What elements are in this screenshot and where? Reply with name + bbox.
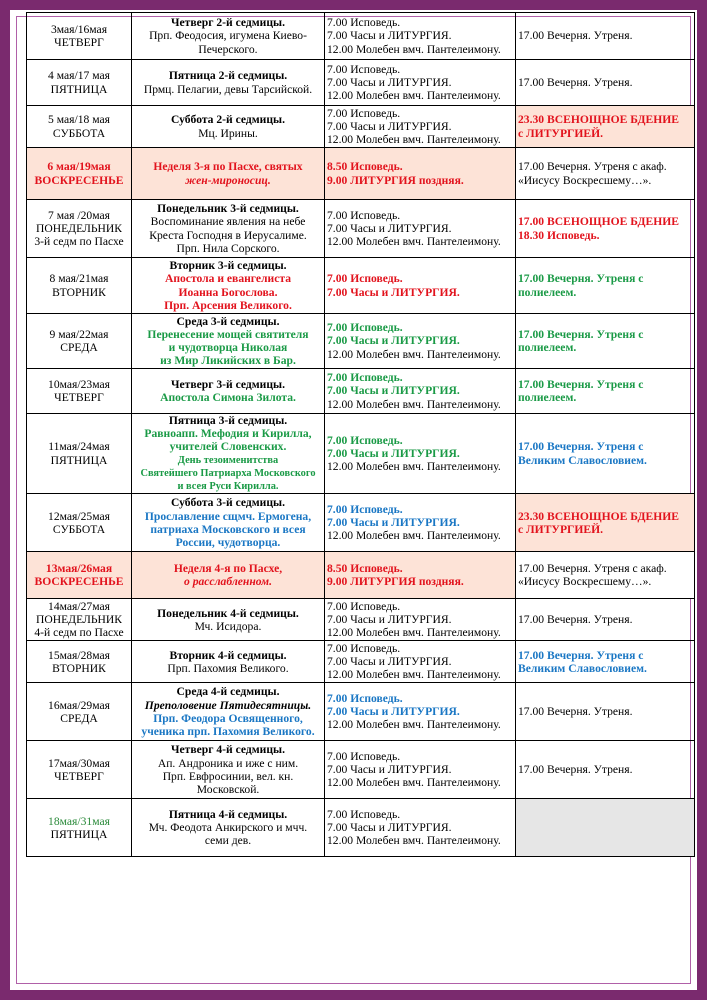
morning-services-cell: 7.00 Исповедь. 7.00 Часы и ЛИТУРГИЯ. 12.00 Молебен вмч. Пантелеимону.	[325, 60, 516, 106]
table-row	[27, 494, 695, 552]
table-row	[27, 314, 695, 369]
table-row	[27, 552, 695, 599]
morning-services-cell: 7.00 Исповедь. 7.00 Часы и ЛИТУРГИЯ. 12.00 Молебен вмч. Пантелеимону.	[325, 414, 516, 494]
date-cell: 16мая/29мая СРЕДА	[27, 683, 132, 741]
date-cell: 5 мая/18 мая СУББОТА	[27, 106, 132, 148]
evening-services-cell: 17.00 Вечерня. Утреня с полиелеем.	[516, 369, 695, 414]
table-row	[27, 148, 695, 200]
date-cell: 14мая/27мая ПОНЕДЕЛЬНИК 4-й седм по Пасхе	[27, 599, 132, 641]
date-cell: 12мая/25мая СУББОТА	[27, 494, 132, 552]
morning-services-cell: 7.00 Исповедь. 7.00 Часы и ЛИТУРГИЯ. 12.00 Молебен вмч. Пантелеимону.	[325, 314, 516, 369]
table-row	[27, 60, 695, 106]
evening-services-cell: 17.00 Вечерня. Утреня с Великим Славословием.	[516, 414, 695, 494]
feast-cell: Понедельник 4-й седмицы. Мч. Исидора.	[132, 599, 325, 641]
feast-cell: Суббота 2-й седмицы. Мц. Ирины.	[132, 106, 325, 148]
feast-cell: Пятница 2-й седмицы. Прмц. Пелагии, девы Тарсийской.	[132, 60, 325, 106]
feast-cell: Вторник 4-й седмицы. Прп. Пахомия Великого.	[132, 641, 325, 683]
morning-services-cell: 7.00 Исповедь. 7.00 Часы и ЛИТУРГИЯ. 12.00 Молебен вмч. Пантелеимону.	[325, 641, 516, 683]
morning-services-cell: 7.00 Исповедь. 7.00 Часы и ЛИТУРГИЯ. 12.00 Молебен вмч. Пантелеимону.	[325, 106, 516, 148]
table-row	[27, 799, 695, 857]
evening-services-cell: 17.00 Вечерня. Утреня.	[516, 683, 695, 741]
table-row	[27, 683, 695, 741]
date-cell: 18мая/31мая ПЯТНИЦА	[27, 799, 132, 857]
date-cell: 9 мая/22мая СРЕДА	[27, 314, 132, 369]
evening-services-cell: 17.00 Вечерня. Утреня с Великим Славословием.	[516, 641, 695, 683]
date-cell: 15мая/28мая ВТОРНИК	[27, 641, 132, 683]
date-cell: 4 мая/17 мая ПЯТНИЦА	[27, 60, 132, 106]
evening-services-cell: 17.00 Вечерня. Утреня.	[516, 13, 695, 60]
date-cell: 11мая/24мая ПЯТНИЦА	[27, 414, 132, 494]
service-schedule-table	[26, 12, 695, 857]
table-row	[27, 258, 695, 314]
table-row	[27, 106, 695, 148]
evening-services-cell: 17.00 Вечерня. Утреня.	[516, 60, 695, 106]
evening-services-cell: 17.00 Вечерня. Утреня с полиелеем.	[516, 314, 695, 369]
evening-services-cell: 17.00 Вечерня. Утреня.	[516, 599, 695, 641]
morning-services-cell: 8.50 Исповедь. 9.00 ЛИТУРГИЯ поздняя.	[325, 552, 516, 599]
feast-cell: Неделя 3-я по Пасхе, святых жен-мироносиц.	[132, 148, 325, 200]
evening-services-cell: 17.00 Вечерня. Утреня с акаф. «Иисусу Воскресшему…».	[516, 552, 695, 599]
feast-cell: Пятница 4-й седмицы. Мч. Феодота Анкирского и мчч. семи дев.	[132, 799, 325, 857]
morning-services-cell: 7.00 Исповедь. 7.00 Часы и ЛИТУРГИЯ. 12.00 Молебен вмч. Пантелеимону.	[325, 369, 516, 414]
feast-cell: Суббота 3-й седмицы. Прославление сщмч. Ермогена, патриаха Московского и всея России, чудотворца.	[132, 494, 325, 552]
table-row	[27, 414, 695, 494]
feast-cell: Четверг 3-й седмицы. Апостола Симона Зилота.	[132, 369, 325, 414]
feast-cell: Вторник 3-й седмицы. Апостола и евангелиста Иоанна Богослова. Прп. Арсения Великого.	[132, 258, 325, 314]
morning-services-cell: 8.50 Исповедь. 9.00 ЛИТУРГИЯ поздняя.	[325, 148, 516, 200]
feast-cell: Понедельник 3-й седмицы. Воспоминание явления на небе Креста Господня в Иерусалиме. Прп. Нила Сорского.	[132, 200, 325, 258]
evening-services-cell: 17.00 ВСЕНОЩНОЕ БДЕНИЕ 18.30 Исповедь.	[516, 200, 695, 258]
feast-cell: Четверг 4-й седмицы. Ап. Андроника и иже с ним. Прп. Евфросинии, вел. кн. Московской.	[132, 741, 325, 799]
morning-services-cell: 7.00 Исповедь. 7.00 Часы и ЛИТУРГИЯ. 12.00 Молебен вмч. Пантелеимону.	[325, 200, 516, 258]
morning-services-cell: 7.00 Исповедь. 7.00 Часы и ЛИТУРГИЯ.	[325, 258, 516, 314]
feast-cell: Среда 3-й седмицы. Перенесение мощей святителя и чудотворца Николая из Мир Ликийских в Бар.	[132, 314, 325, 369]
date-cell: 13мая/26мая ВОСКРЕСЕНЬЕ	[27, 552, 132, 599]
table-row	[27, 599, 695, 641]
date-cell: 8 мая/21мая ВТОРНИК	[27, 258, 132, 314]
date-cell: 17мая/30мая ЧЕТВЕРГ	[27, 741, 132, 799]
table-row	[27, 13, 695, 60]
evening-services-cell: 17.00 Вечерня. Утреня с акаф. «Иисусу Воскресшему…».	[516, 148, 695, 200]
evening-services-cell: 17.00 Вечерня. Утреня с полиелеем.	[516, 258, 695, 314]
evening-services-cell	[516, 799, 695, 857]
evening-services-cell: 17.00 Вечерня. Утреня.	[516, 741, 695, 799]
morning-services-cell: 7.00 Исповедь. 7.00 Часы и ЛИТУРГИЯ. 12.00 Молебен вмч. Пантелеимону.	[325, 741, 516, 799]
morning-services-cell: 7.00 Исповедь. 7.00 Часы и ЛИТУРГИЯ. 12.00 Молебен вмч. Пантелеимону.	[325, 599, 516, 641]
date-cell: 10мая/23мая ЧЕТВЕРГ	[27, 369, 132, 414]
morning-services-cell: 7.00 Исповедь. 7.00 Часы и ЛИТУРГИЯ. 12.00 Молебен вмч. Пантелеимону.	[325, 494, 516, 552]
feast-cell: Неделя 4-я по Пасхе, о расслабленном.	[132, 552, 325, 599]
morning-services-cell: 7.00 Исповедь. 7.00 Часы и ЛИТУРГИЯ. 12.00 Молебен вмч. Пантелеимону.	[325, 683, 516, 741]
morning-services-cell: 7.00 Исповедь. 7.00 Часы и ЛИТУРГИЯ. 12.00 Молебен вмч. Пантелеимону.	[325, 799, 516, 857]
table-row	[27, 369, 695, 414]
date-cell: 3мая/16мая ЧЕТВЕРГ	[27, 13, 132, 60]
table-row	[27, 641, 695, 683]
feast-cell: Пятница 3-й седмицы. Равноапп. Мефодия и Кирилла, учителей Словенских. День тезоименитства Святейшего Патриарха Московского и всея Руси Кирилла.	[132, 414, 325, 494]
feast-cell: Среда 4-й седмицы. Преполовение Пятидесятницы. Прп. Феодора Освященного, ученика прп. Пахомия Великого.	[132, 683, 325, 741]
feast-cell: Четверг 2-й седмицы. Прп. Феодосия, игумена Киево- Печерского.	[132, 13, 325, 60]
table-row	[27, 200, 695, 258]
evening-services-cell: 23.30 ВСЕНОЩНОЕ БДЕНИЕ с ЛИТУРГИЕЙ.	[516, 106, 695, 148]
table-row	[27, 741, 695, 799]
date-cell: 6 мая/19мая ВОСКРЕСЕНЬЕ	[27, 148, 132, 200]
date-cell: 7 мая /20мая ПОНЕДЕЛЬНИК 3-й седм по Пасхе	[27, 200, 132, 258]
morning-services-cell: 7.00 Исповедь. 7.00 Часы и ЛИТУРГИЯ. 12.00 Молебен вмч. Пантелеимону.	[325, 13, 516, 60]
evening-services-cell: 23.30 ВСЕНОЩНОЕ БДЕНИЕ с ЛИТУРГИЕЙ.	[516, 494, 695, 552]
